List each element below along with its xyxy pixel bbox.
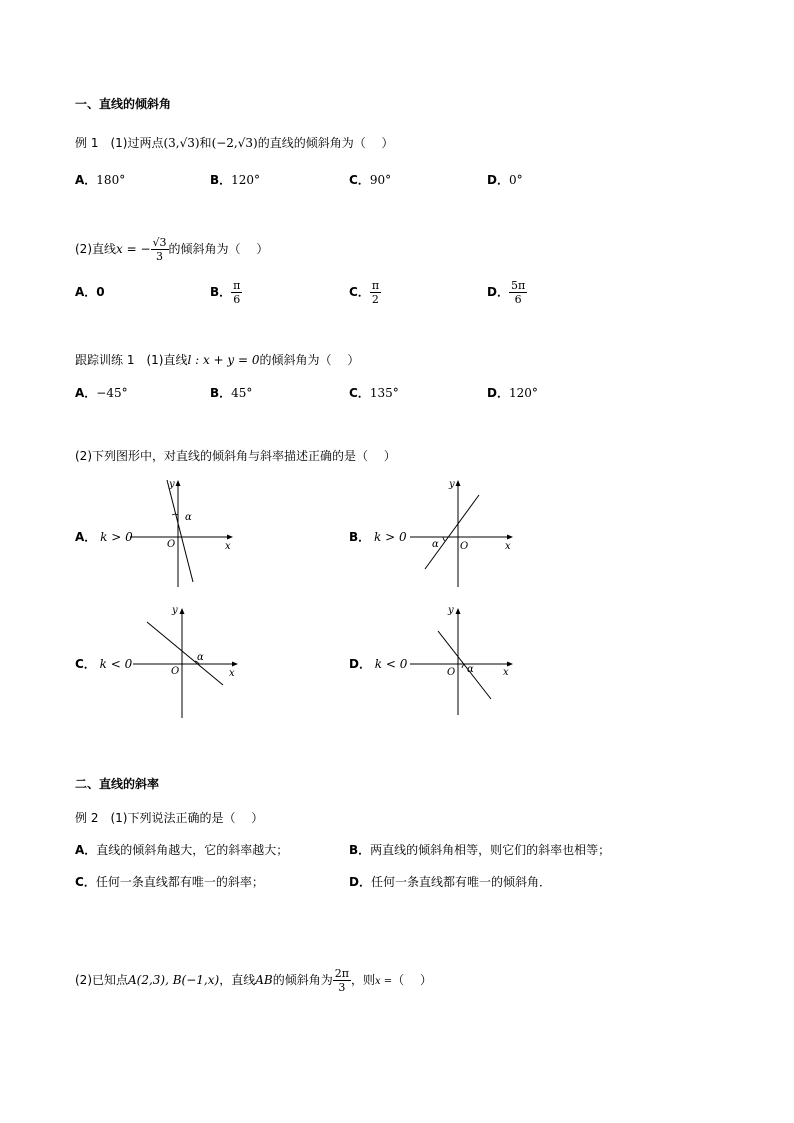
q1-and: 和 — [199, 136, 212, 150]
q1-point1: (3,√3) — [163, 136, 200, 150]
option-text: −45° — [96, 386, 128, 400]
option-letter: A． — [75, 173, 97, 187]
q2-mid: ，直线 — [219, 973, 256, 987]
option-fraction — [231, 279, 242, 306]
option-text: 任何一条直线都有唯一的倾斜角． — [370, 875, 551, 889]
example1-question1 — [75, 135, 394, 151]
fraction-denominator: 3 — [156, 250, 164, 263]
x-label: x — [229, 668, 235, 679]
fraction-numerator: π — [371, 279, 380, 292]
training1-question1 — [75, 352, 359, 368]
q2-points: A(2,3), B(−1,x) — [128, 973, 220, 987]
option-letter: C． — [349, 173, 370, 187]
option-letter: A． — [75, 386, 97, 400]
figure-option-c[interactable] — [75, 655, 132, 672]
option-letter: C． — [75, 875, 96, 889]
q2-prefix: (2)已知点 — [75, 973, 128, 987]
option-letter: B． — [210, 173, 232, 187]
q2-mid3: ，则 — [350, 973, 375, 987]
option-a[interactable] — [75, 172, 125, 188]
option-d[interactable] — [487, 172, 523, 188]
option-letter: A． — [75, 530, 97, 544]
q2-line-ab: AB — [255, 973, 273, 987]
option-condition: k > 0 — [100, 530, 133, 544]
fraction-denominator: 3 — [338, 981, 346, 994]
option-letter: B． — [349, 843, 371, 857]
option-letter: B． — [349, 530, 371, 544]
option-letter: D． — [349, 875, 371, 889]
option-text: 任何一条直线都有唯一的斜率； — [95, 875, 264, 889]
line-l — [438, 631, 491, 699]
training1-question2: (2)下列图形中，对直线的倾斜角与斜率描述正确的是（ ） — [75, 449, 396, 463]
angle-arc — [172, 514, 178, 515]
option-text: 120° — [508, 386, 538, 400]
alpha-label: α — [467, 664, 474, 675]
x-axis-arrow — [507, 662, 513, 667]
fraction-numerator: π — [233, 279, 241, 292]
option-condition: k < 0 — [374, 657, 408, 671]
option-letter: D． — [487, 173, 509, 187]
q1-point2: (−2,√3) — [211, 136, 258, 150]
option-text: 直线的倾斜角越大，它的斜率越大； — [96, 843, 289, 857]
t1-equation: l : x + y = 0 — [187, 353, 260, 367]
fraction-numerator: √3 — [152, 236, 167, 249]
option-text: 0° — [508, 173, 523, 187]
option-text: 135° — [369, 386, 399, 400]
option-text: 0 — [96, 285, 105, 299]
option-d[interactable] — [487, 275, 527, 309]
y-axis-arrow — [180, 608, 185, 614]
option-condition: k > 0 — [373, 530, 407, 544]
option-text: 两直线的倾斜角相等，则它们的斜率也相等； — [370, 843, 611, 857]
q2-prefix: (2)直线 — [75, 242, 116, 256]
angle-arc — [462, 664, 465, 668]
figure-c — [125, 603, 245, 723]
angle-arc — [443, 537, 445, 541]
figure-option-b[interactable] — [349, 528, 407, 545]
y-axis-arrow — [456, 608, 461, 614]
option-letter: D． — [349, 657, 371, 671]
origin-label: O — [460, 541, 469, 552]
x-label: x — [225, 541, 231, 552]
option-b[interactable] — [210, 385, 252, 401]
origin-label: O — [167, 539, 176, 550]
option-c[interactable] — [349, 385, 399, 401]
origin-label: O — [447, 667, 456, 678]
y-axis-arrow — [456, 480, 461, 486]
y-axis-arrow — [176, 480, 181, 486]
option-a[interactable] — [75, 385, 128, 401]
line-l — [167, 480, 193, 582]
option-d[interactable] — [349, 874, 551, 890]
q1-suffix: 的直线的倾斜角为（ ） — [257, 136, 394, 150]
line-l — [425, 495, 479, 569]
option-text: 90° — [369, 173, 392, 187]
x-axis-arrow — [232, 662, 238, 667]
x-axis-arrow — [227, 535, 233, 540]
option-condition: k < 0 — [99, 657, 133, 671]
line-l — [147, 622, 223, 685]
option-c[interactable] — [75, 874, 264, 890]
fraction-numerator: 5π — [510, 279, 526, 292]
option-letter: D． — [487, 386, 509, 400]
figure-d — [405, 603, 520, 718]
section-title-1: 一、直线的倾斜角 — [75, 97, 172, 111]
fraction-denominator: 2 — [371, 293, 379, 306]
q2-fraction — [151, 236, 169, 263]
y-label: y — [172, 605, 178, 616]
q1-prefix: 例 1 (1)过两点 — [75, 136, 164, 150]
option-letter: D． — [487, 285, 509, 299]
option-b[interactable] — [349, 842, 610, 858]
x-label: x — [503, 667, 509, 678]
t1-prefix: 跟踪训练 1 (1)直线 — [75, 353, 188, 367]
option-b[interactable] — [210, 172, 260, 188]
q2-mid2: 的倾斜角为 — [272, 973, 333, 987]
x-axis-arrow — [507, 535, 513, 540]
q2-suffix: （ ） — [392, 973, 432, 987]
option-c[interactable] — [349, 275, 381, 309]
option-a[interactable] — [75, 842, 288, 858]
option-letter: B． — [210, 386, 232, 400]
alpha-label: α — [432, 539, 439, 550]
option-d[interactable] — [487, 385, 538, 401]
example2-question1: 例 2 (1)下列说法正确的是（ ） — [75, 811, 264, 825]
fraction-numerator: 2π — [334, 967, 349, 980]
option-fraction — [509, 279, 527, 306]
option-letter: A． — [75, 843, 97, 857]
option-letter: C． — [349, 386, 370, 400]
q2-suffix: 的倾斜角为（ ） — [168, 242, 269, 256]
q2-fraction — [333, 967, 351, 994]
alpha-label: α — [185, 512, 192, 523]
q2-equation: x = − — [116, 242, 151, 256]
y-label: y — [448, 605, 454, 616]
fraction-denominator: 6 — [514, 293, 522, 306]
option-letter: C． — [75, 657, 96, 671]
figure-b — [405, 475, 520, 590]
option-letter: A． — [75, 285, 97, 299]
x-label: x — [505, 541, 511, 552]
option-text: 120° — [231, 173, 261, 187]
option-b[interactable] — [210, 275, 242, 309]
option-text: 45° — [231, 386, 253, 400]
section-title-2: 二、直线的斜率 — [75, 777, 160, 791]
option-letter: C． — [349, 285, 370, 299]
t1-suffix: 的倾斜角为（ ） — [259, 353, 360, 367]
y-label: y — [449, 479, 455, 490]
option-text: 180° — [96, 173, 126, 187]
example2-question2 — [75, 963, 432, 999]
figure-a — [125, 475, 240, 590]
option-c[interactable] — [349, 172, 391, 188]
option-a[interactable] — [75, 284, 105, 300]
figure-option-d[interactable] — [349, 655, 407, 672]
option-letter: B． — [210, 285, 232, 299]
origin-label: O — [171, 666, 180, 677]
alpha-label: α — [197, 652, 204, 663]
fraction-denominator: 6 — [233, 293, 241, 306]
y-label: y — [169, 479, 175, 490]
example1-question2 — [75, 232, 268, 266]
option-fraction — [370, 279, 381, 306]
q2-x: x = — [374, 976, 393, 987]
